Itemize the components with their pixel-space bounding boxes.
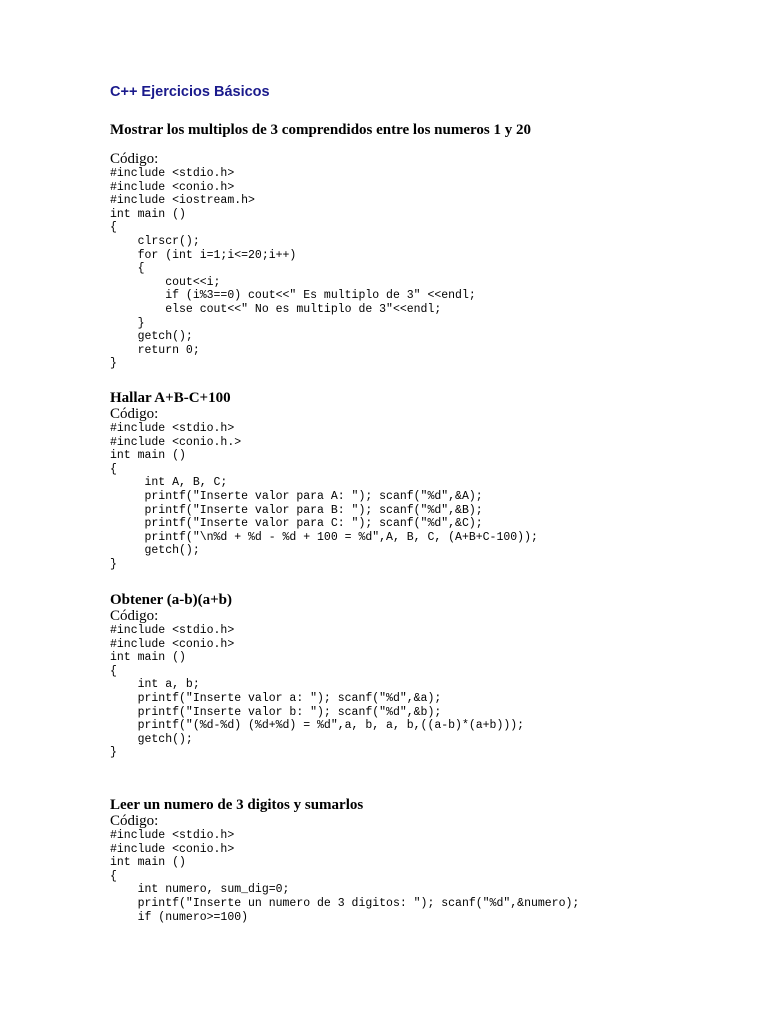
- code-block: #include <stdio.h> #include <conio.h> int main () { int numero, sum_dig=0; printf("Inserte un numero de 3 digitos: "); scanf("%d",&numero); if (numero>=100): [110, 829, 580, 924]
- exercise-heading: Mostrar los multiplos de 3 comprendidos entre los numeros 1 y 20: [110, 122, 531, 138]
- code-label: Código:: [110, 151, 159, 167]
- code-block: #include <stdio.h> #include <conio.h> int main () { int a, b; printf("Inserte valor a: "); scanf("%d",&a); printf("Inserte valor b: "); scanf("%d",&b); printf("(%d-%d) (%d+%d) = %d",a, b, a, b,((a-b)*(a+b))); getch(); }: [110, 624, 525, 760]
- exercise-heading: Hallar A+B-C+100: [110, 390, 231, 406]
- exercise-heading: Leer un numero de 3 digitos y sumarlos: [110, 797, 364, 813]
- exercise-heading: Obtener (a-b)(a+b): [110, 592, 233, 608]
- exercise-section-sum: [110, 390, 538, 572]
- page-title: C++ Ejercicios Básicos: [110, 84, 270, 100]
- exercise-section-multiples: [110, 122, 531, 371]
- code-block: #include <stdio.h> #include <conio.h.> int main () { int A, B, C; printf("Inserte valor para A: "); scanf("%d",&A); printf("Inserte valor para B: "); scanf("%d",&B); printf("Inserte valor para C: "); scanf("%d",&C); printf("\n%d + %d - %d + 100 = %d",A, B, C, (A+B+C-100)); getch(); }: [110, 422, 538, 571]
- exercise-section-digits: [110, 797, 579, 924]
- code-block: #include <stdio.h> #include <conio.h> #include <iostream.h> int main () { clrscr(); for (int i=1;i<=20;i++) { cout<<i; if (i%3==0) cout<<" Es multiplo de 3" <<endl; else cout<<" No es multiplo de 3"<<endl; } getch(); return 0; }: [110, 167, 476, 371]
- code-label: Código:: [110, 406, 159, 422]
- code-label: Código:: [110, 813, 159, 829]
- exercise-section-product: [110, 592, 524, 760]
- code-label: Código:: [110, 608, 159, 624]
